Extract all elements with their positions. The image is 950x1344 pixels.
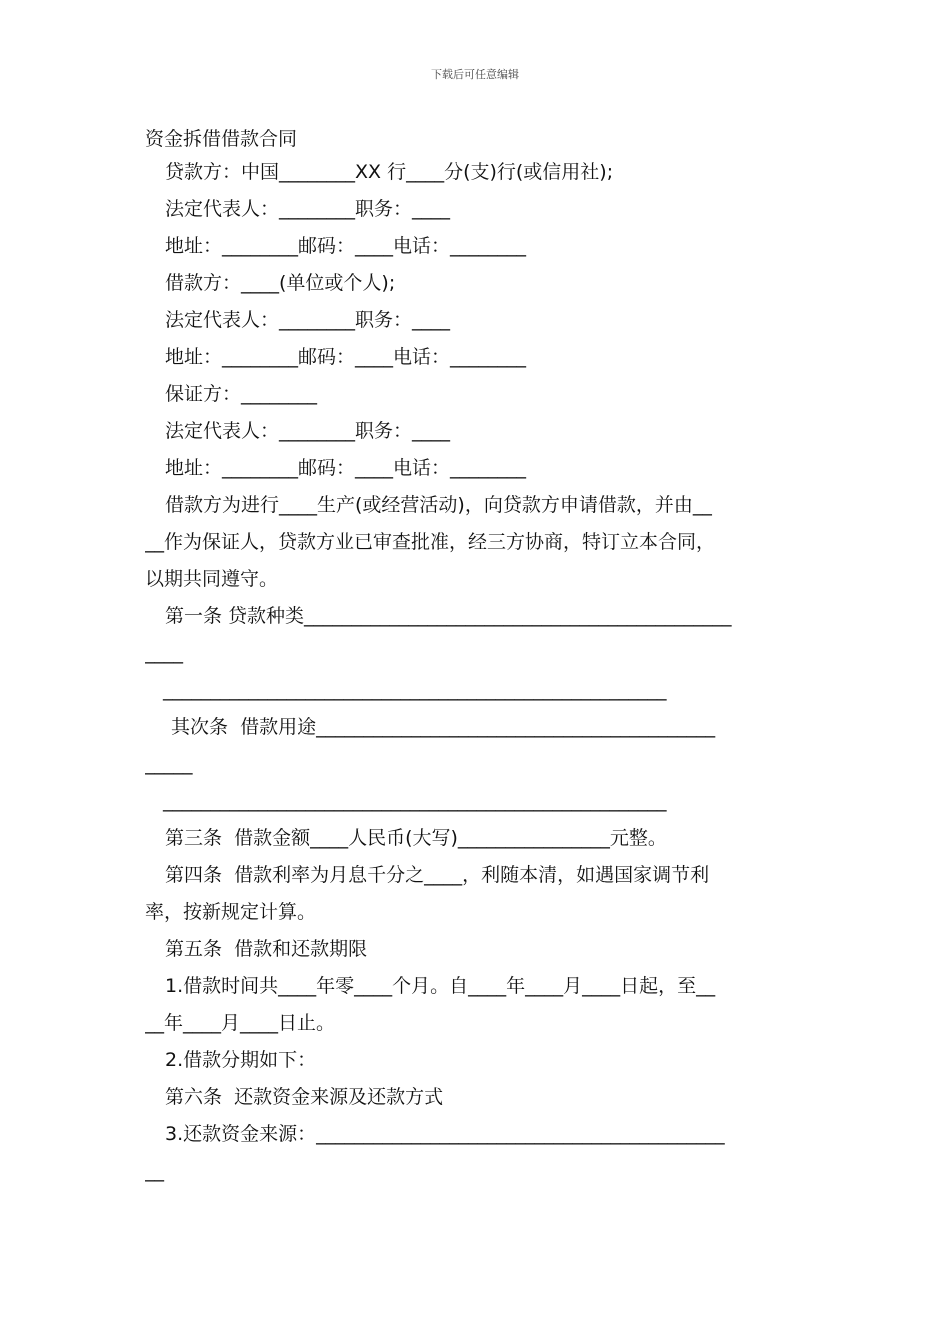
page-header-note: 下载后可任意编辑 [431, 68, 519, 81]
article-5-item-1: 1.借款时间共____年零____个月。自____年____月____日起，至__ [165, 975, 716, 997]
article-4-line: 第四条 借款利率为月息千分之____，利随本清，如遇国家调节利 [165, 864, 710, 886]
guarantor-line: 保证方：________ [165, 383, 318, 405]
article-1-continuation: ____ [145, 642, 183, 664]
article-6-heading: 第六条 还款资金来源及还款方式 [165, 1086, 444, 1108]
borrower-representative-line: 法定代表人：________职务：____ [165, 309, 451, 331]
borrower-address-line: 地址：________邮码：____电话：________ [165, 346, 527, 368]
document-title: 资金拆借借款合同 [145, 128, 298, 150]
article-2-blank-rule: _____________________________________________________ [163, 790, 667, 812]
preamble-line-1: 借款方为进行____生产(或经营活动)，向贷款方申请借款，并由__ [165, 494, 712, 516]
preamble-line-2: __作为保证人，贷款方业已审查批准，经三方协商，特订立本合同， [145, 531, 716, 553]
lender-representative-line: 法定代表人：________职务：____ [165, 198, 451, 220]
article-1-line: 第一条 贷款种类_____________________________________________ [165, 605, 732, 627]
borrower-line: 借款方：____(单位或个人); [165, 272, 396, 294]
lender-address-line: 地址：________邮码：____电话：________ [165, 235, 527, 257]
article-5-heading: 第五条 借款和还款期限 [165, 938, 368, 960]
guarantor-representative-line: 法定代表人：________职务：____ [165, 420, 451, 442]
guarantor-address-line: 地址：________邮码：____电话：________ [165, 457, 527, 479]
article-3-line: 第三条 借款金额____人民币(大写)________________元整。 [165, 827, 667, 849]
article-5-item-1-continuation: __年____月____日止。 [145, 1012, 336, 1034]
lender-line: 贷款方：中国________XX 行____分(支)行(或信用社); [165, 161, 614, 183]
article-5-item-2: 2.借款分期如下： [165, 1049, 317, 1071]
article-6-item-3: 3.还款资金来源：___________________________________________ [165, 1123, 725, 1145]
article-2-line: 其次条 借款用途__________________________________________ [165, 716, 716, 738]
article-4-continuation: 率，按新规定计算。 [145, 901, 317, 923]
preamble-line-3: 以期共同遵守。 [145, 568, 279, 590]
contract-document [145, 124, 810, 1190]
article-2-continuation: _____ [145, 753, 193, 775]
article-6-item-3-continuation: __ [145, 1160, 164, 1182]
article-1-blank-rule: _____________________________________________________ [163, 679, 667, 701]
